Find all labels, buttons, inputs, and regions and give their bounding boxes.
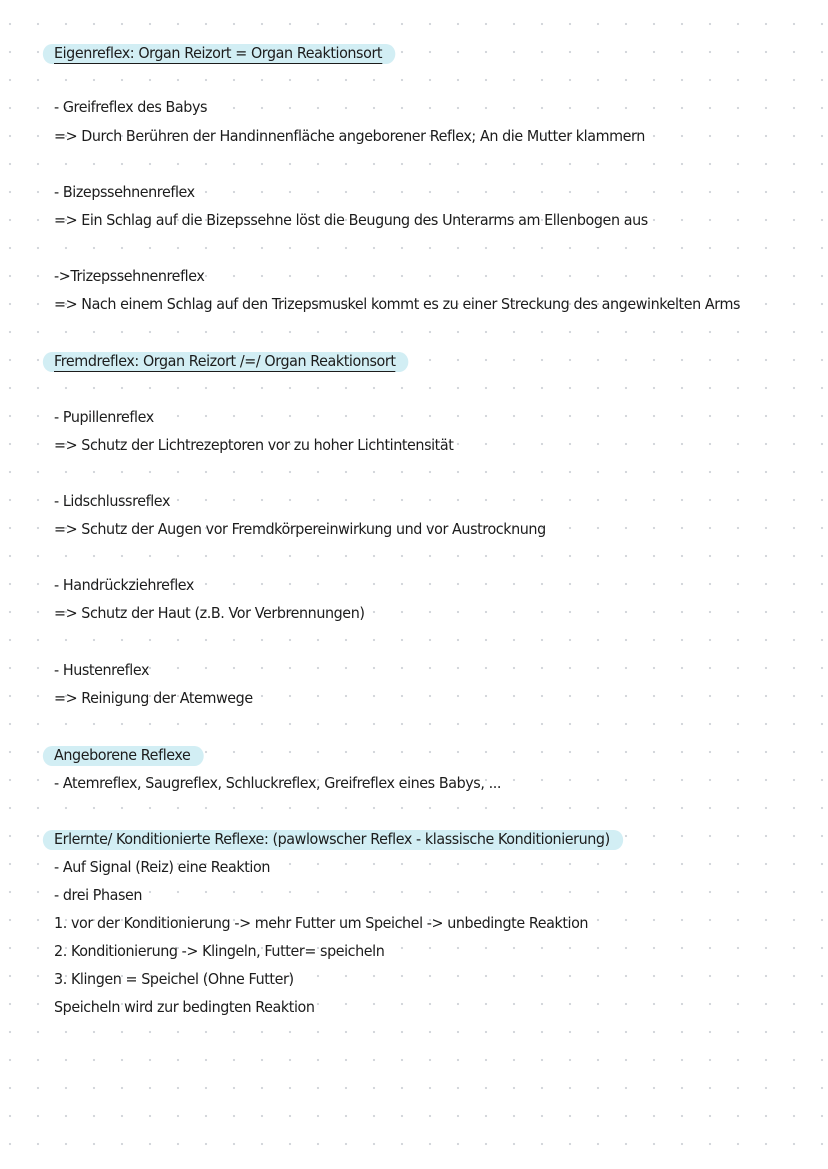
heading-eigenreflex-text: Eigenreflex: Organ Reizort = Organ Reaktionsort (54, 44, 383, 62)
heading-erlernte-reflexe-text: Erlernte/ Konditionierte Reflexe: (pawlowscher Reflex - klassische Konditionierung) (54, 830, 610, 848)
list-item-erlernt-2: - drei Phasen (54, 886, 143, 904)
list-item-angeborene-examples: - Atemreflex, Saugreflex, Schluckreflex, Greifreflex eines Babys, ... (54, 774, 502, 792)
list-item-hustenreflex: - Hustenreflex (54, 661, 150, 679)
heading-erlernte-reflexe (54, 829, 610, 849)
list-item-hustenreflex-desc: => Reinigung der Atemwege (54, 689, 253, 707)
list-item-greifreflex-desc: => Durch Berühren der Handinnenfläche angeborener Reflex; An die Mutter klammern (54, 127, 645, 145)
list-item-erlernt-3: 1. vor der Konditionierung -> mehr Futter um Speichel -> unbedingte Reaktion (54, 914, 589, 932)
heading-angeborene-reflexe (54, 745, 190, 765)
list-item-greifreflex: - Greifreflex des Babys (54, 98, 208, 116)
list-item-pupillenreflex-desc: => Schutz der Lichtrezeptoren vor zu hoher Lichtintensität (54, 436, 454, 454)
list-item-erlernt-4: 2. Konditionierung -> Klingeln, Futter= speicheln (54, 942, 385, 960)
list-item-lidschlussreflex-desc: => Schutz der Augen vor Fremdkörpereinwirkung und vor Austrocknung (54, 520, 546, 538)
list-item-bizepssehnenreflex: - Bizepssehnenreflex (54, 183, 195, 201)
heading-angeborene-reflexe-text: Angeborene Reflexe (54, 746, 191, 764)
list-item-trizepssehnenreflex-desc: => Nach einem Schlag auf den Trizepsmuskel kommt es zu einer Streckung des angewinkelten Arms (54, 295, 741, 313)
list-item-bizepssehnenreflex-desc: => Ein Schlag auf die Bizepssehne löst die Beugung des Unterarms am Ellenbogen aus (54, 211, 648, 229)
list-item-erlernt-1: - Auf Signal (Reiz) eine Reaktion (54, 858, 270, 876)
heading-fremdreflex-text: Fremdreflex: Organ Reizort /=/ Organ Reaktionsort (54, 352, 396, 370)
list-item-lidschlussreflex: - Lidschlussreflex (54, 492, 171, 510)
list-item-trizepssehnenreflex: ->Trizepssehnenreflex (54, 267, 205, 285)
list-item-pupillenreflex: - Pupillenreflex (54, 408, 154, 426)
heading-fremdreflex (54, 351, 396, 372)
heading-eigenreflex (54, 43, 382, 64)
list-item-handrueckziehreflex: - Handrückziehreflex (54, 576, 194, 594)
list-item-erlernt-5: 3. Klingen = Speichel (Ohne Futter) (54, 970, 294, 988)
list-item-handrueckziehreflex-desc: => Schutz der Haut (z.B. Vor Verbrennungen) (54, 604, 365, 622)
list-item-erlernt-6: Speicheln wird zur bedingten Reaktion (54, 998, 315, 1016)
